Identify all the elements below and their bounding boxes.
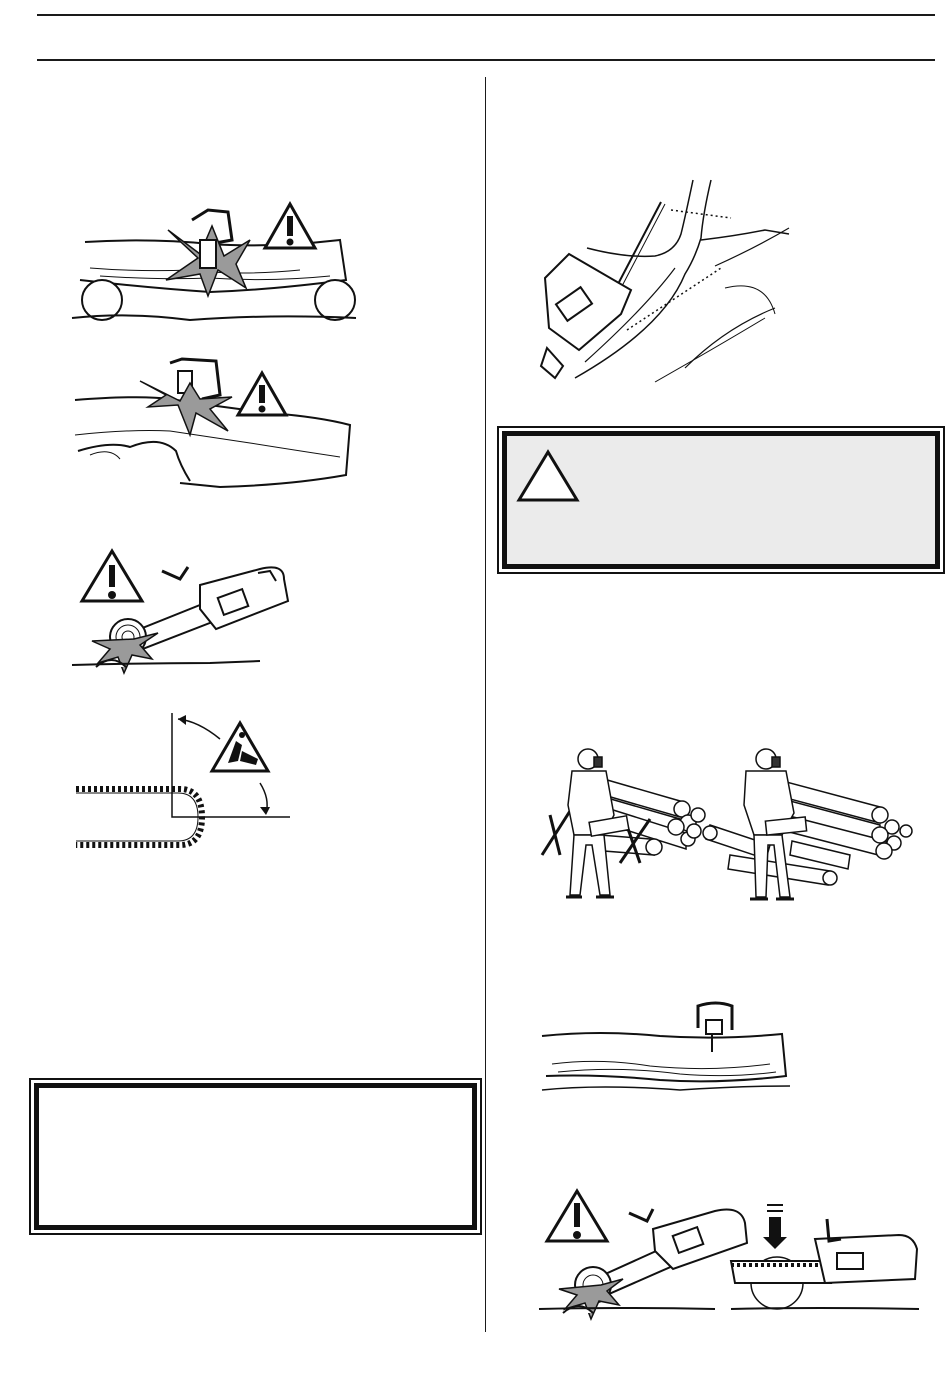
header-bottom-rule: [37, 59, 935, 61]
warning-triangle-icon: [238, 373, 286, 415]
warning-triangle-icon: [265, 204, 315, 248]
figure-log-supported-both-ends: [70, 200, 360, 330]
figure-workers-cutting: [530, 745, 915, 910]
warning-triangle-icon: [82, 551, 142, 601]
kickback-zone-icon: [212, 723, 268, 771]
left-warning-box: [34, 1083, 477, 1230]
figure-bar-contact-comparison: [535, 1185, 920, 1325]
column-divider: [485, 77, 486, 1332]
figure-log-on-slope: [70, 355, 360, 500]
right-warning-box: [502, 431, 940, 569]
warning-triangle-icon: [547, 1191, 607, 1241]
figure-cutting-log-top: [540, 1000, 795, 1095]
figure-kickback-ground: [70, 545, 300, 680]
header-top-rule: [37, 14, 935, 16]
figure-kickback-zone: [70, 705, 300, 855]
caution-triangle-icon: [515, 448, 581, 504]
figure-cutting-branch: [535, 178, 795, 388]
